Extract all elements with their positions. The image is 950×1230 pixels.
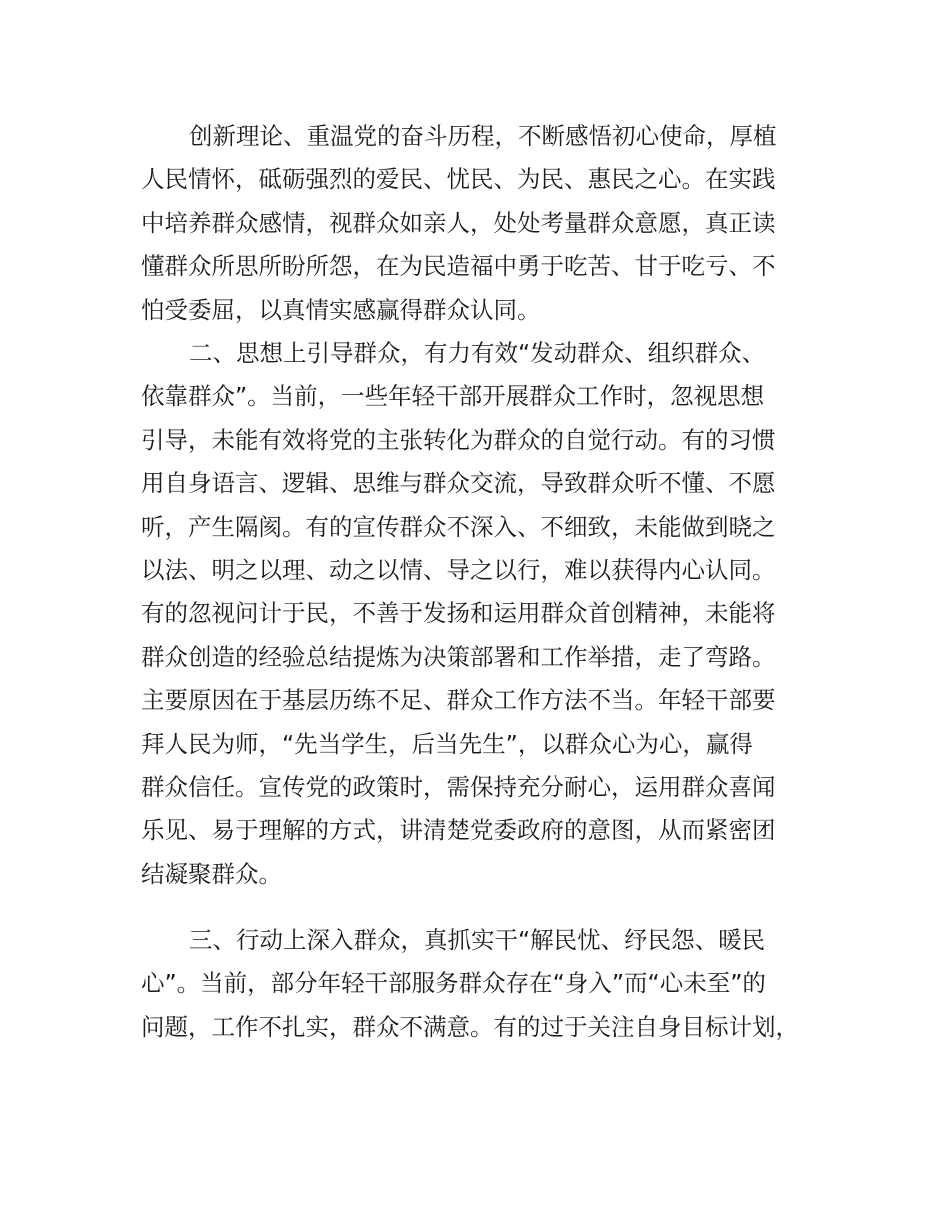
text-line: 创新理论、重温党的奋斗历程，不断感悟初心使命，厚植 — [189, 122, 777, 150]
text-line: 中培养群众感情，视群众如亲人，处处考量群众意愿，真正读 — [141, 208, 776, 237]
text-line: 心”。当前，部分年轻干部服务群众存在“身入”而“心未至”的 — [141, 969, 766, 998]
text-line: 怕受委屈，以真情实感赢得群众认同。 — [141, 295, 541, 324]
text-line: 懂群众所思所盼所怨，在为民造福中勇于吃苦、甘于吃亏、不 — [141, 252, 776, 281]
text-line: 人民情怀，砥砺强烈的爱民、忧民、为民、惠民之心。在实践 — [141, 165, 776, 194]
text-line: 结凝聚群众。 — [141, 859, 282, 888]
paragraph-section-two — [141, 332, 821, 896]
text-line: 群众创造的经验总结提炼为决策部署和工作举措，走了弯路。 — [141, 642, 776, 671]
text-line: 主要原因在于基层历练不足、群众工作方法不当。年轻干部要 — [141, 686, 776, 715]
text-line: 有的忽视问计于民，不善于发扬和运用群众首创精神，未能将 — [141, 599, 776, 628]
text-line: 听，产生隔阂。有的宣传群众不深入、不细致，未能做到晓之 — [141, 512, 776, 541]
text-line: 拜人民为师，“先当学生，后当先生”，以群众心为心，赢得 — [141, 729, 753, 758]
section-heading-line: 二、思想上引导群众，有力有效“发动群众、组织群众、 — [189, 339, 766, 367]
text-line: 引导，未能有效将党的主张转化为群众的自觉行动。有的习惯 — [141, 425, 776, 454]
text-line: 群众信任。宣传党的政策时，需保持充分耐心，运用群众喜闻 — [141, 772, 776, 801]
text-line: 乐见、易于理解的方式，讲清楚党委政府的意图，从而紧密团 — [141, 816, 776, 845]
text-line: 用自身语言、逻辑、思维与群众交流，导致群众听不懂、不愿 — [141, 469, 776, 498]
text-line: 问题，工作不扎实，群众不满意。有的过于关注自身目标计划， — [141, 1012, 799, 1041]
section-heading-line: 三、行动上深入群众，真抓实干“解民忧、纾民怨、暖民 — [189, 926, 766, 954]
paragraph-section-three — [141, 919, 821, 1049]
text-line: 以法、明之以理、动之以情、导之以行，难以获得内心认同。 — [141, 555, 776, 584]
text-line: 依靠群众”。当前，一些年轻干部开展群众工作时，忽视思想 — [141, 382, 765, 411]
paragraph-continuation — [141, 115, 821, 332]
